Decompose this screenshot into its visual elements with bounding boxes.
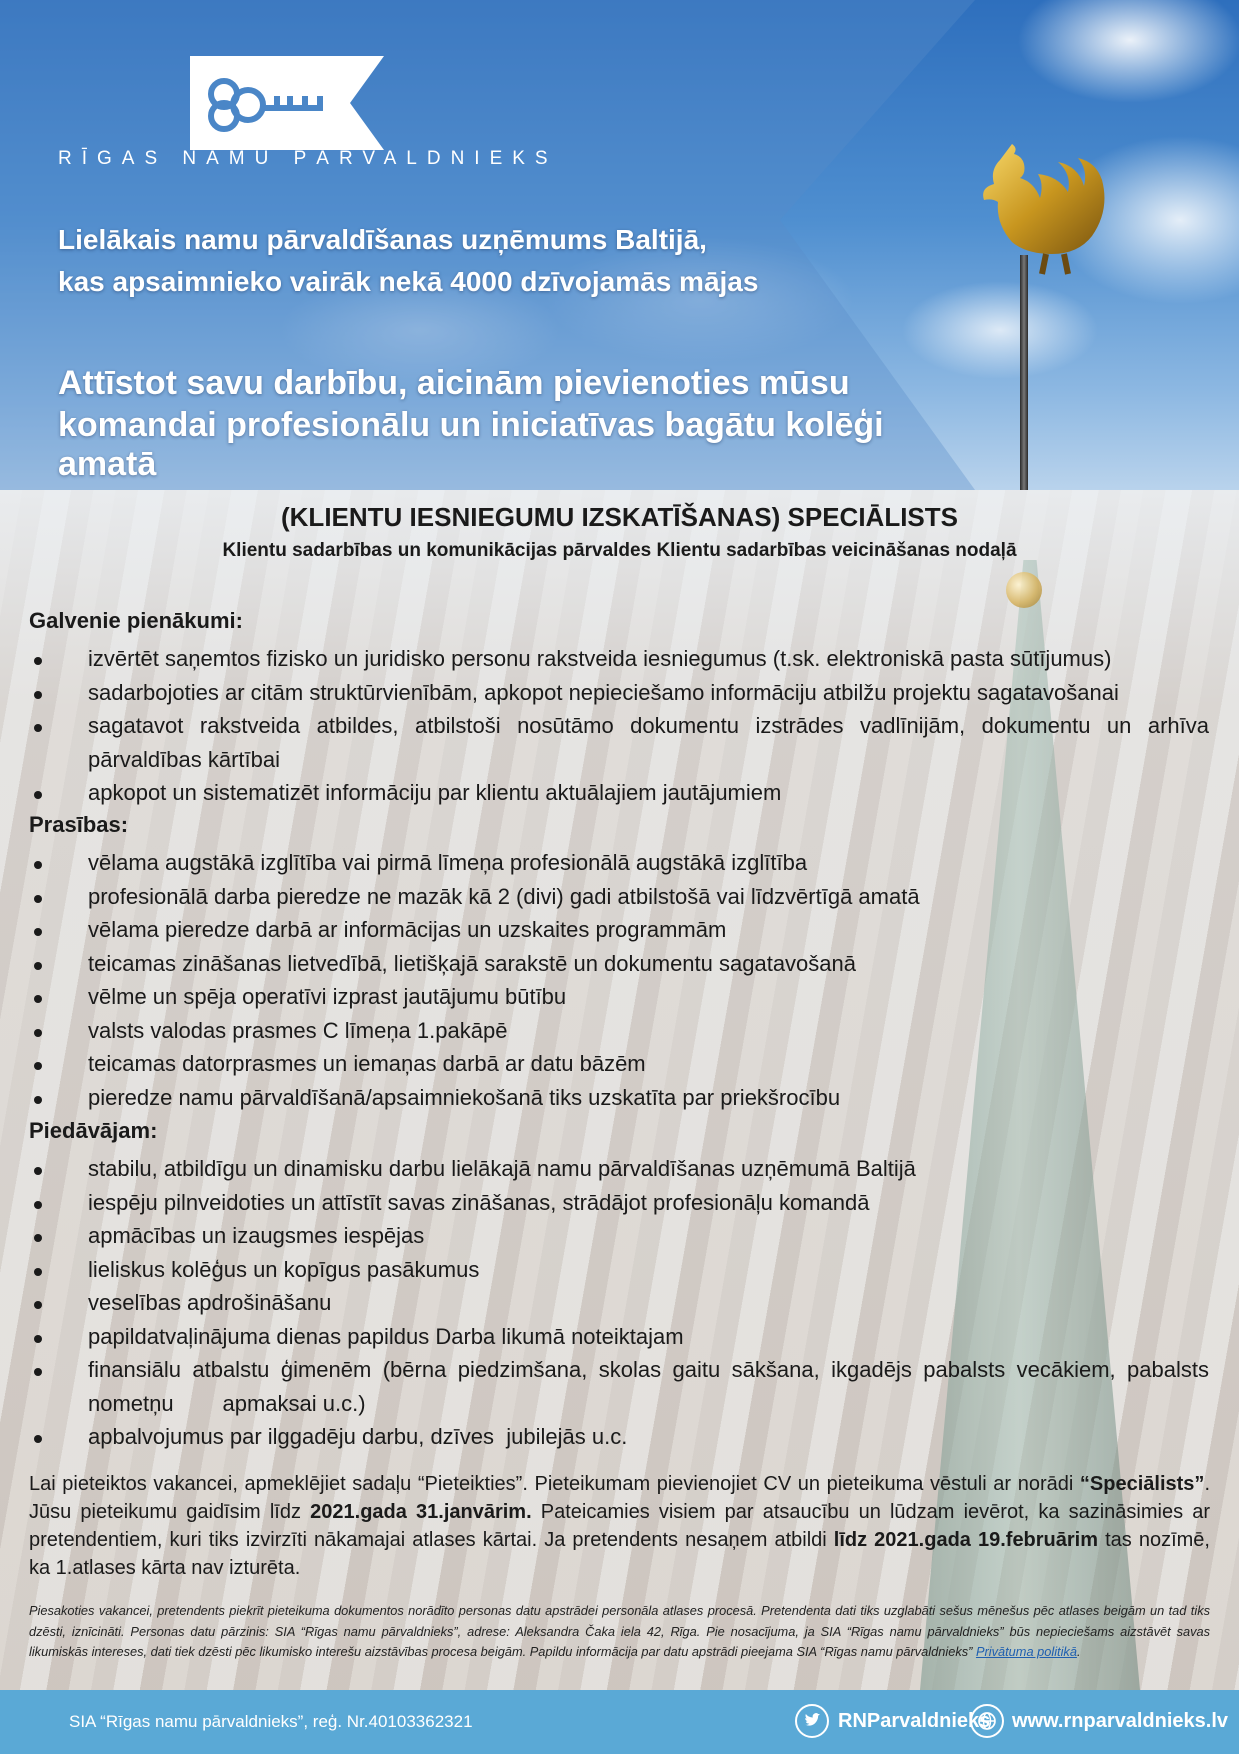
spire-ball — [1006, 572, 1042, 608]
tagline-line-3: Attīstot savu darbību, aicinām pievienoties mūsu — [58, 364, 850, 402]
bullet-icon — [34, 1301, 42, 1309]
bullet-icon — [34, 1167, 42, 1175]
list-item: sadarbojoties ar citām struktūrvienībām, apkopot nepieciešamo informāciju atbilžu projektu sagatavošanai — [29, 676, 1209, 710]
company-registration: SIA “Rīgas namu pārvaldnieks”, reģ. Nr.40103362321 — [69, 1712, 473, 1731]
bullet-icon — [34, 1029, 42, 1037]
website-link[interactable]: www.rnparvaldnieks.lv — [1012, 1710, 1229, 1732]
bullet-icon — [34, 1062, 42, 1070]
list-item: veselības apdrošināšanu — [29, 1286, 1209, 1320]
bullet-icon — [34, 861, 42, 869]
offer-list — [29, 1152, 1216, 1454]
list-item: vēlme un spēja operatīvi izprast jautājumu būtību — [29, 980, 1209, 1014]
list-item: apmācības un izaugsmes iespējas — [29, 1219, 1209, 1253]
bullet-icon — [34, 995, 42, 1003]
list-item: izvērtēt saņemtos fizisko un juridisko personu rakstveida iesniegumus (t.sk. elektroniskā pasta sūtījumus) — [29, 642, 1209, 676]
bullet-icon — [34, 895, 42, 903]
job-subtitle: Klientu sadarbības un komunikācijas pārvaldes Klientu sadarbības veicināšanas nodaļā — [222, 540, 1017, 561]
bullet-icon — [34, 1368, 42, 1376]
bullet-icon — [34, 1201, 42, 1209]
bullet-icon — [34, 724, 42, 732]
list-item: vēlama pieredze darbā ar informācijas un uzskaites programmām — [29, 913, 1209, 947]
tagline-line-4: komandai profesionālu un iniciatīvas bagātu kolēģi amatā — [58, 406, 884, 483]
application-instructions: Lai pieteiktos vakancei, apmeklējiet sadaļu “Pieteikties”. Pieteikumam pievienojiet CV un pieteikuma vēstuli ar norādi “Speciālists”. Jūsu pieteikumu gaidīsim līdz 2021.gada 31.janvārim. Pateicamies visiem par atsaucību un lūdzam ievērot, ka sazināsimies ar pretendentiem, kuri tiks izvirzīti nākamajai atlases kārtai. Ja pretendents nesaņem atbildi līdz 2021.gada 19.februārim tas nozīmē, ka 1.atlases kārta nav izturēta. — [29, 1473, 1210, 1579]
requirements-heading: Prasības: — [29, 812, 129, 837]
hero-banner — [0, 0, 1239, 490]
bullet-icon — [34, 1268, 42, 1276]
job-title: (KLIENTU IESNIEGUMU IZSKATĪŠANAS) SPECIĀLISTS — [281, 502, 958, 532]
list-item: sagatavot rakstveida atbildes, atbilstoši nosūtāmo dokumentu izstrādes vadlīnijām, dokumentu un arhīva pārvaldības kārtībai — [29, 709, 1209, 776]
bullet-icon — [34, 657, 42, 665]
list-item: teicamas zināšanas lietvedībā, lietišķajā sarakstē un dokumentu sagatavošanā — [29, 947, 1209, 981]
privacy-notice: Piesakoties vakancei, pretendents piekrīt pieteikuma dokumentos norādīto personas datu apstrādei personāla atlases procesā. Pretendenta dati tiks uzglabāti sešus mēnešus pēc atlases beigām un tad tiks dzēsti, iznīcināti. Personas datu pārzinis: SIA “Rīgas namu pārvaldnieks”, adrese: Aleksandra Čaka iela 42, Rīga. Pie nosacījuma, ja SIA “Rīgas namu pārvaldnieks” būs nepieciešams aizstāvēt savas likumiskās intereses, dati tiek dzēsti pēc likumisko interešu aizstāvības procesa beigām. Papildu informācija par datu apstrādi pieejama SIA “Rīgas namu pārvaldnieks” Privātuma politikā. — [29, 1603, 1210, 1659]
list-item: iespēju pilnveidoties un attīstīt savas zināšanas, strādājot profesionāļu komandā — [29, 1186, 1209, 1220]
tagline-line-2: kas apsaimnieko vairāk nekā 4000 dzīvojamās mājas — [58, 266, 759, 297]
list-item: apkopot un sistematizēt informāciju par klientu aktuālajiem jautājumiem — [29, 776, 1209, 810]
bullet-icon — [34, 928, 42, 936]
twitter-handle[interactable]: RNParvaldnieks — [838, 1710, 991, 1732]
list-item: valsts valodas prasmes C līmeņa 1.pakāpē — [29, 1014, 1209, 1048]
key-icon — [190, 56, 384, 150]
list-item: apbalvojumus par ilggadēju darbu, dzīves jubilejās u.c. — [29, 1420, 1209, 1454]
offer-heading: Piedāvājam: — [29, 1118, 158, 1143]
list-item: finansiālu atbalstu ģimenēm (bērna piedzimšana, skolas gaitu sākšana, ikgadējs pabalsts vecākiem, pabalsts nometņu apmaksai u.c.) — [29, 1353, 1209, 1420]
list-item: teicamas datorprasmes un iemaņas darbā ar datu bāzēm — [29, 1047, 1209, 1081]
list-item: stabilu, atbildīgu un dinamisku darbu lielākajā namu pārvaldīšanas uzņēmumā Baltijā — [29, 1152, 1209, 1186]
duties-list — [29, 642, 1209, 810]
bullet-icon — [34, 1435, 42, 1443]
tagline-line-1: Lielākais namu pārvaldīšanas uzņēmums Baltijā, — [58, 224, 707, 255]
bullet-icon — [34, 1096, 42, 1104]
rooster-weathervane-icon — [960, 130, 1160, 330]
list-item: lieliskus kolēģus un kopīgus pasākumus — [29, 1253, 1209, 1287]
list-item: pieredze namu pārvaldīšanā/apsaimniekošanā tiks uzskatīta par priekšrocību — [29, 1081, 1209, 1115]
bullet-icon — [34, 791, 42, 799]
duties-heading: Galvenie pienākumi: — [29, 608, 243, 633]
globe-icon[interactable] — [970, 1704, 1004, 1738]
bullet-icon — [34, 691, 42, 699]
bullet-icon — [34, 1234, 42, 1242]
requirements-list — [29, 846, 1209, 1114]
footer-bar — [0, 1690, 1239, 1754]
weathervane-rod — [1020, 255, 1028, 490]
brand-name: RĪGAS NAMU PĀRVALDNIEKS — [58, 148, 558, 169]
twitter-icon[interactable] — [795, 1704, 829, 1738]
privacy-policy-link[interactable]: Privātuma politikā — [975, 1644, 1077, 1659]
list-item: papildatvaļinājuma dienas papildus Darba likumā noteiktajam — [29, 1320, 1209, 1354]
bullet-icon — [34, 1335, 42, 1343]
bullet-icon — [34, 962, 42, 970]
list-item: vēlama augstākā izglītība vai pirmā līmeņa profesionālā augstākā izglītība — [29, 846, 1209, 880]
list-item: profesionālā darba pieredze ne mazāk kā 2 (divi) gadi atbilstošā vai līdzvērtīgā amatā — [29, 880, 1209, 914]
